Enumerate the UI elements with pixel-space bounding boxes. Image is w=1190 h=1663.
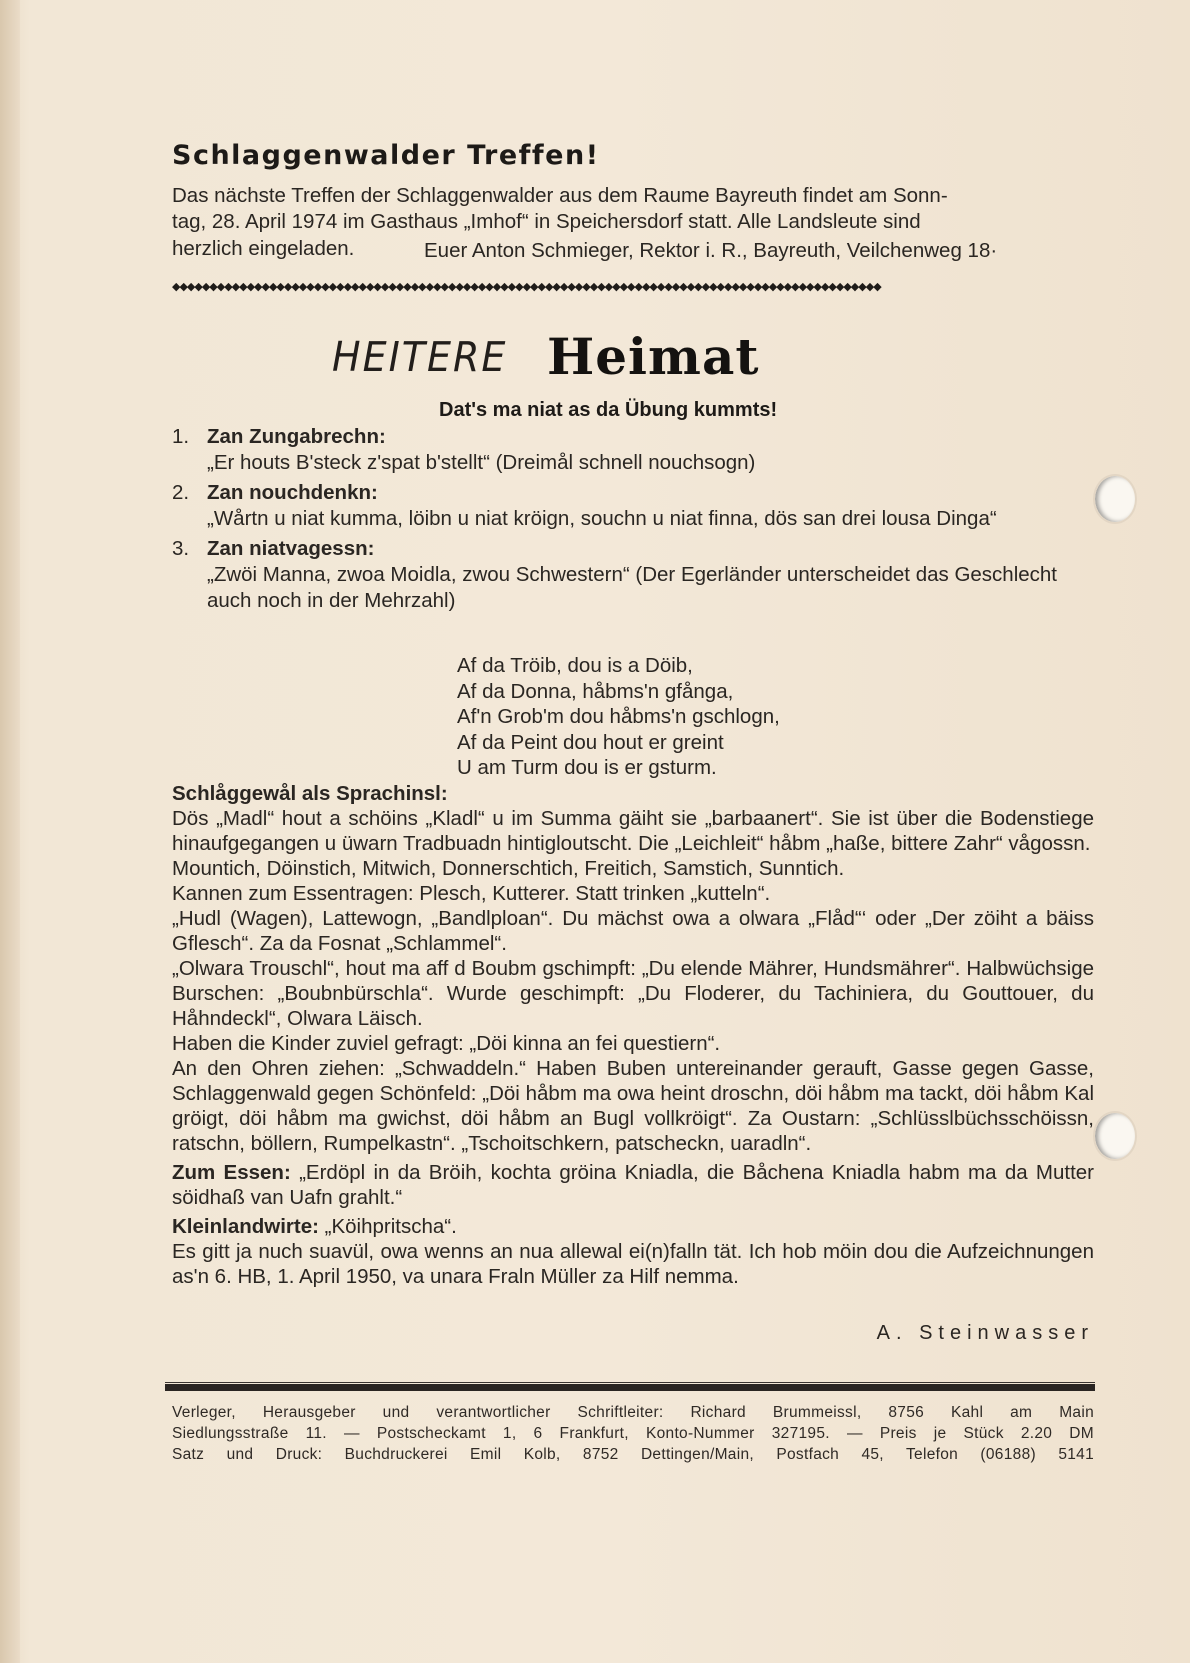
paragraph-essen: [172, 1160, 1094, 1210]
poem-line: Af da Tröib, dou is a Döib,: [457, 654, 693, 677]
paragraph: Dös „Madl“ hout a schöins „Kladl“ u im Summa gäiht sie „barbaanert“. Sie ist über die Bodenstiege hinaufgegangen u üwarn Tradbuadn hintigloutscht. Die „Leichleit“ håbm „haße, bittere Zahr“ vågossn.: [172, 807, 1094, 855]
essen-heading: Zum Essen:: [172, 1161, 291, 1184]
binding-edge: [0, 0, 20, 1663]
poem-line: Af'n Grob'm dou håbms'n gschlogn,: [457, 705, 780, 728]
list-number: 1.: [172, 425, 190, 448]
list-number: 3.: [172, 537, 190, 560]
list-number: 2.: [172, 481, 190, 504]
heimat-title-bold: Heimat: [547, 327, 760, 386]
list-body: „Er houts B'steck z'spat b'stellt“ (Dreimål schnell nouchsogn): [207, 451, 756, 474]
klein-heading: Kleinlandwirte:: [172, 1215, 319, 1238]
list-heading: Zan niatvagessn:: [207, 537, 375, 560]
footer-line: Satz und Druck: Buchdruckerei Emil Kolb, 8752 Dettingen/Main, Postfach 45, Telefon (06188) 5141: [172, 1446, 1094, 1463]
footer-line: Verleger, Herausgeber und verantwortlicher Schriftleiter: Richard Brummeissl, 8756 Kahl am Main: [172, 1404, 1094, 1421]
paragraph-klein: [172, 1214, 1094, 1239]
numbered-list: [172, 424, 1094, 614]
punch-hole: [1093, 474, 1137, 524]
list-item: [172, 424, 1094, 476]
diamond-separator: ◆◆◆◆◆◆◆◆◆◆◆◆◆◆◆◆◆◆◆◆◆◆◆◆◆◆◆◆◆◆◆◆◆◆◆◆◆◆◆◆◆◆◆◆◆◆◆◆◆◆◆◆◆◆◆◆◆◆◆◆◆◆◆◆◆◆◆◆◆◆◆◆◆◆◆◆◆◆◆◆◆◆◆◆◆◆◆◆◆◆◆◆◆◆◆: [172, 281, 881, 293]
list-heading: Zan nouchdenkn:: [207, 481, 378, 504]
treffen-signature: Euer Anton Schmieger, Rektor i. R., Bayreuth, Veilchenweg 18·: [424, 239, 998, 262]
paragraph: Haben die Kinder zuviel gefragt: „Döi kinna an fei questiern“.: [172, 1032, 721, 1055]
list-item: [172, 536, 1094, 614]
poem-line: Af da Donna, håbms'n gfånga,: [457, 679, 734, 703]
poem-line: U am Turm dou is er gsturm.: [457, 756, 717, 779]
treffen-invite: herzlich eingeladen.: [172, 237, 355, 260]
list-heading: Zan Zungabrechn:: [207, 425, 386, 448]
footer-rule-thick: [165, 1384, 1095, 1391]
paragraph: Es gitt ja nuch suavül, owa wenns an nua allewal ei(n)falln tät. Ich hob möin dou die Aufzeichnungen as'n 6. HB, 1. April 1950, va unara Fraln Müller za Hilf nemma.: [172, 1240, 1094, 1288]
imprint-footer: [172, 1402, 1094, 1465]
sprachinsel-section: [172, 781, 1094, 1289]
paragraph: „Olwara Trouschl“, hout ma aff d Boubm gschimpft: „Du elende Mährer, Hundsmährer“. Halbwüchsige Burschen: „Boubnbürschla“. Wurde geschimpft: „Du Floderer, du Tachiniera, du Gouttouer, du Håhndeckl“, Olwara Läisch.: [172, 957, 1094, 1030]
author-signature: A. Steinwasser: [876, 1322, 1094, 1344]
footer-rule-thin: [165, 1382, 1095, 1383]
poem-line: Af da Peint dou hout er greint: [457, 730, 724, 754]
punch-hole: [1093, 1111, 1137, 1161]
treffen-line-2: tag, 28. April 1974 im Gasthaus „Imhof“ in Speichersdorf statt. Alle Landsleute sind: [172, 210, 921, 233]
essen-text: „Erdöpl in da Bröih, kochta gröina Kniadla, die Båchena Kniadla habm ma da Mutter söidhaß van Uafn grahlt.“: [172, 1161, 1095, 1209]
klein-text: „Köihpritscha“.: [324, 1215, 457, 1238]
treffen-body: [172, 183, 1094, 235]
paragraph: An den Ohren ziehen: „Schwaddeln.“ Haben Buben untereinander gerauft, Gasse gegen Gasse, Schlaggenwald gegen Schönfeld: „Döi håbm ma owa heint droschn, döi håbm ma tackt, döi håbm Kal gröigt, döi håbm ma gwichst, döi håbm an Bugl vollkröigt“. Za Oustarn: „Schlüsslbüchsschöissn, ratschn, böllern, Rumpelkastn“. „Tschoitschkern, patscheckn, uaradln“.: [172, 1057, 1094, 1155]
footer-line: Siedlungsstraße 11. — Postscheckamt 1, 6 Frankfurt, Konto-Nummer 327195. — Preis je Stück 2.20 DM: [172, 1425, 1094, 1442]
list-body: „Zwöi Manna, zwoa Moidla, zwou Schwestern“ (Der Egerländer unterscheidet das Geschlecht auch noch in der Mehrzahl): [207, 563, 1057, 612]
poem: [457, 653, 957, 781]
sprachinsel-heading: Schlåggewål als Sprachinsl:: [172, 782, 448, 805]
treffen-title: Schlaggenwalder Treffen!: [172, 140, 600, 171]
paragraph: „Hudl (Wagen), Lattewogn, „Bandlploan“. Du mächst owa a olwara „Flåd“‘ oder „Der zöiht a bäiss Gflesch“. Za da Fosnat „Schlammel“.: [172, 907, 1094, 955]
heimat-subtitle: Dat's ma niat as da Übung kummts!: [439, 399, 778, 421]
treffen-line-1: Das nächste Treffen der Schlaggenwalder aus dem Raume Bayreuth findet am Sonn-: [172, 184, 948, 207]
heimat-title-hand: HEITERE: [332, 333, 508, 381]
list-body: „Wårtn u niat kumma, löibn u niat kröign, souchn u niat finna, dös san drei lousa Dinga“: [207, 507, 997, 530]
treffen-line-3: [172, 236, 1094, 262]
paragraph: Kannen zum Essentragen: Plesch, Kutterer. Statt trinken „kutteln“.: [172, 882, 771, 905]
list-item: [172, 480, 1094, 532]
paragraph: Mountich, Döinstich, Mitwich, Donnerschtich, Freitich, Samstich, Sunntich.: [172, 857, 845, 880]
